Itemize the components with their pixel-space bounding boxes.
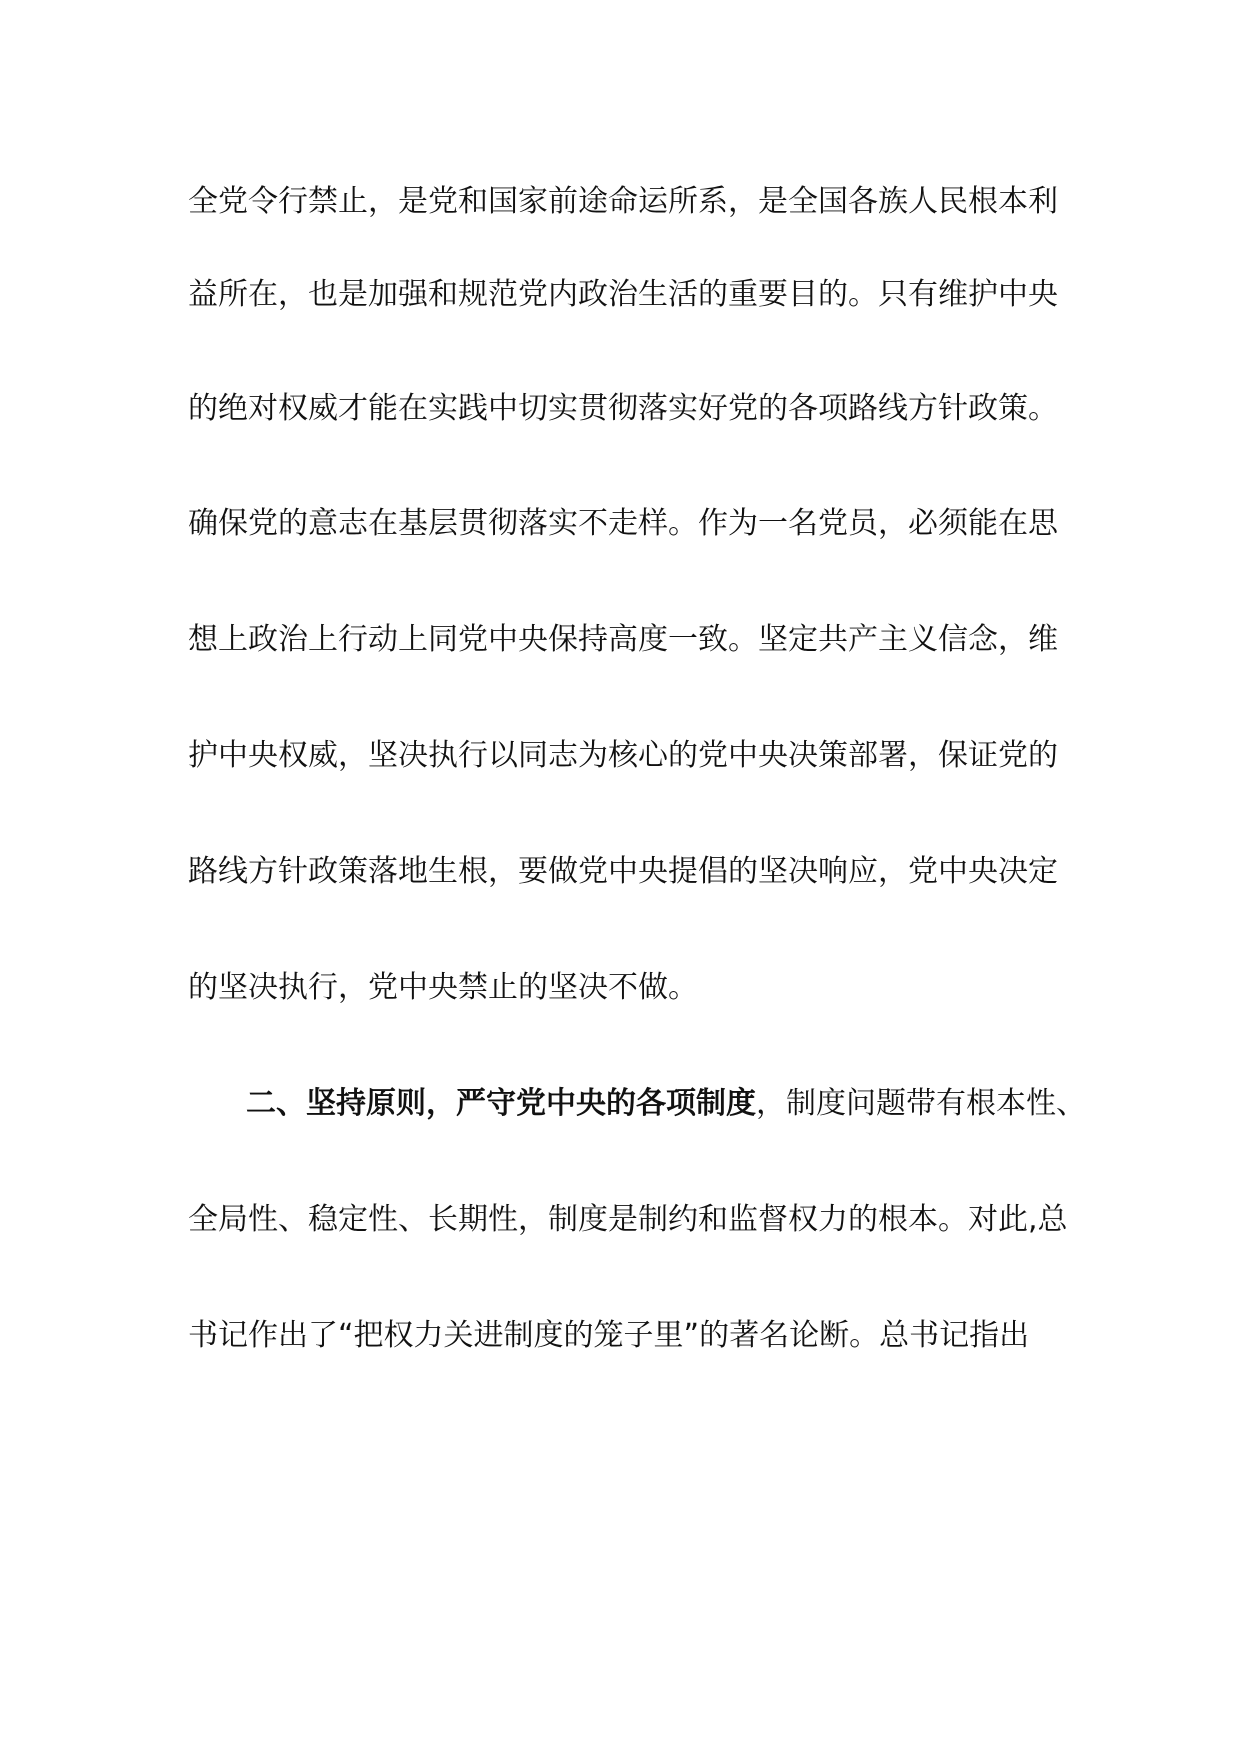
paragraph-line: 确保党的意志在基层贯彻落实不走样。作为一名党员，必须能在思 [188,506,1058,541]
section-two-first-line [246,1074,1086,1134]
paragraph-line: 的绝对权威才能在实践中切实贯彻落实好党的各项路线方针政策。 [188,391,1058,426]
paragraph-line: 益所在，也是加强和规范党内政治生活的重要目的。只有维护中央 [188,277,1058,312]
paragraph-line: 的坚决执行，党中央禁止的坚决不做。 [188,970,698,1005]
paragraph-line: 全局性、稳定性、长期性，制度是制约和监督权力的根本。对此,总 [188,1202,1068,1237]
section-two-first-line-text: ，制度问题带有根本性、 [756,1086,1086,1121]
paragraph-line: 书记作出了“把权力关进制度的笼子里”的著名论断。总书记指出 [188,1318,1030,1353]
paragraph-line: 想上政治上行动上同党中央保持高度一致。坚定共产主义信念，维 [188,622,1058,657]
section-two-heading: 二、坚持原则，严守党中央的各项制度 [246,1086,756,1121]
paragraph-line: 全党令行禁止，是党和国家前途命运所系，是全国各族人民根本利 [188,184,1058,219]
paragraph-line: 路线方针政策落地生根，要做党中央提倡的坚决响应，党中央决定 [188,854,1058,889]
paragraph-line: 护中央权威，坚决执行以同志为核心的党中央决策部署，保证党的 [188,738,1058,773]
